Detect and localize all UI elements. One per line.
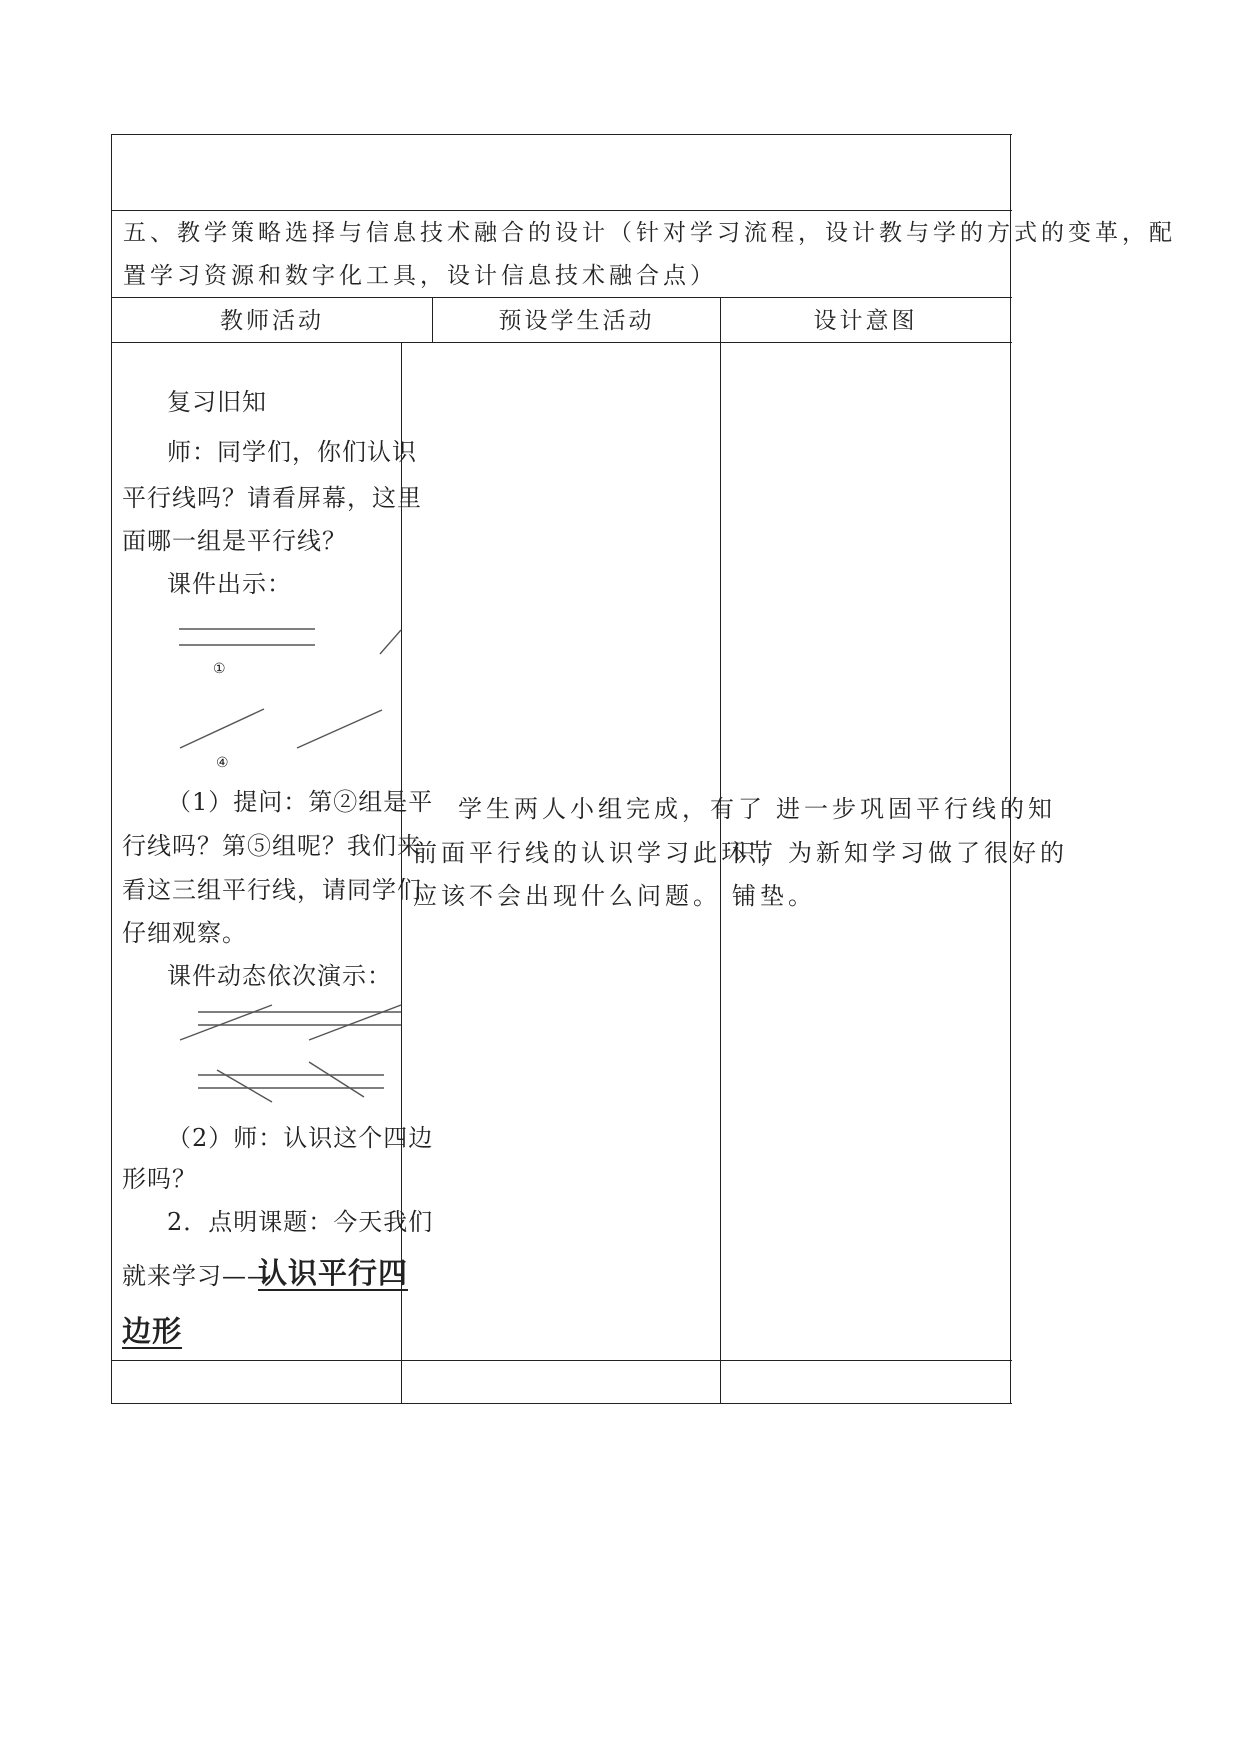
parallel-lines-figure xyxy=(112,610,402,780)
row-divider xyxy=(111,1360,1012,1361)
header-student-activity: 预设学生活动 xyxy=(498,308,655,334)
section-heading-line-1: 五、教学策略选择与信息技术融合的设计（针对学习流程，设计教与学的方式的变革，配 xyxy=(123,220,1176,246)
courseware-dynamic-label: 课件动态依次演示： xyxy=(167,962,392,990)
lesson-title-part-2: 边形 xyxy=(122,1314,183,1348)
teacher-quadrilateral-line-2: 形吗？ xyxy=(122,1165,197,1193)
topic-line-2-prefix: 就来学习—— xyxy=(122,1262,272,1290)
review-title: 复习旧知 xyxy=(167,388,267,416)
teacher-question-line-1: 师：同学们，你们认识 xyxy=(167,438,417,466)
row-divider xyxy=(111,342,1012,343)
teacher-question-line-2: 平行线吗？请看屏幕，这里 xyxy=(122,484,422,512)
design-intent-line-2: 识，为新知学习做了很好的 xyxy=(732,839,1068,867)
figure-line xyxy=(380,630,401,654)
design-intent-line-3: 铺垫。 xyxy=(732,882,816,910)
figure-line xyxy=(180,1005,272,1040)
student-activity-line-1: 学生两人小组完成，有了 xyxy=(458,795,766,823)
table-bottom-border xyxy=(111,1403,1012,1404)
header-teacher-activity: 教师活动 xyxy=(220,308,324,334)
teacher-ask-line-4: 仔细观察。 xyxy=(122,919,247,947)
teacher-ask-line-3: 看这三组平行线，请同学们 xyxy=(122,876,422,904)
student-activity-line-2: 前面平行线的认识学习此环节 xyxy=(413,839,777,867)
figure-line xyxy=(309,1005,401,1040)
figure-line xyxy=(309,1062,364,1097)
section-heading-line-2: 置学习资源和数字化工具，设计信息技术融合点） xyxy=(123,263,717,289)
row-divider xyxy=(111,297,1012,298)
row-divider xyxy=(111,210,1012,211)
figure-line xyxy=(297,710,382,748)
lesson-title-part-1: 认识平行四 xyxy=(258,1256,409,1290)
table-top-border xyxy=(111,134,1012,135)
crossing-lines-figure xyxy=(112,1000,402,1110)
teacher-ask-line-2: 行线吗？第⑤组呢？我们来 xyxy=(122,832,422,860)
figure-label-1: ① xyxy=(213,661,226,677)
teacher-ask-line-1: （1）提问：第②组是平 xyxy=(167,788,434,816)
figure-label-4: ④ xyxy=(216,755,229,771)
teacher-quadrilateral-line-1: （2）师：认识这个四边 xyxy=(167,1124,434,1152)
design-intent-line-1: 进一步巩固平行线的知 xyxy=(776,795,1056,823)
table-right-border xyxy=(1010,134,1011,1404)
topic-line-1: 2．点明课题：今天我们 xyxy=(167,1208,434,1236)
header-design-intent: 设计意图 xyxy=(813,308,918,334)
courseware-label: 课件出示： xyxy=(167,570,292,598)
student-activity-line-3: 应该不会出现什么问题。 xyxy=(413,882,721,910)
teacher-question-line-3: 面哪一组是平行线？ xyxy=(122,527,347,555)
figure-line xyxy=(180,709,264,748)
